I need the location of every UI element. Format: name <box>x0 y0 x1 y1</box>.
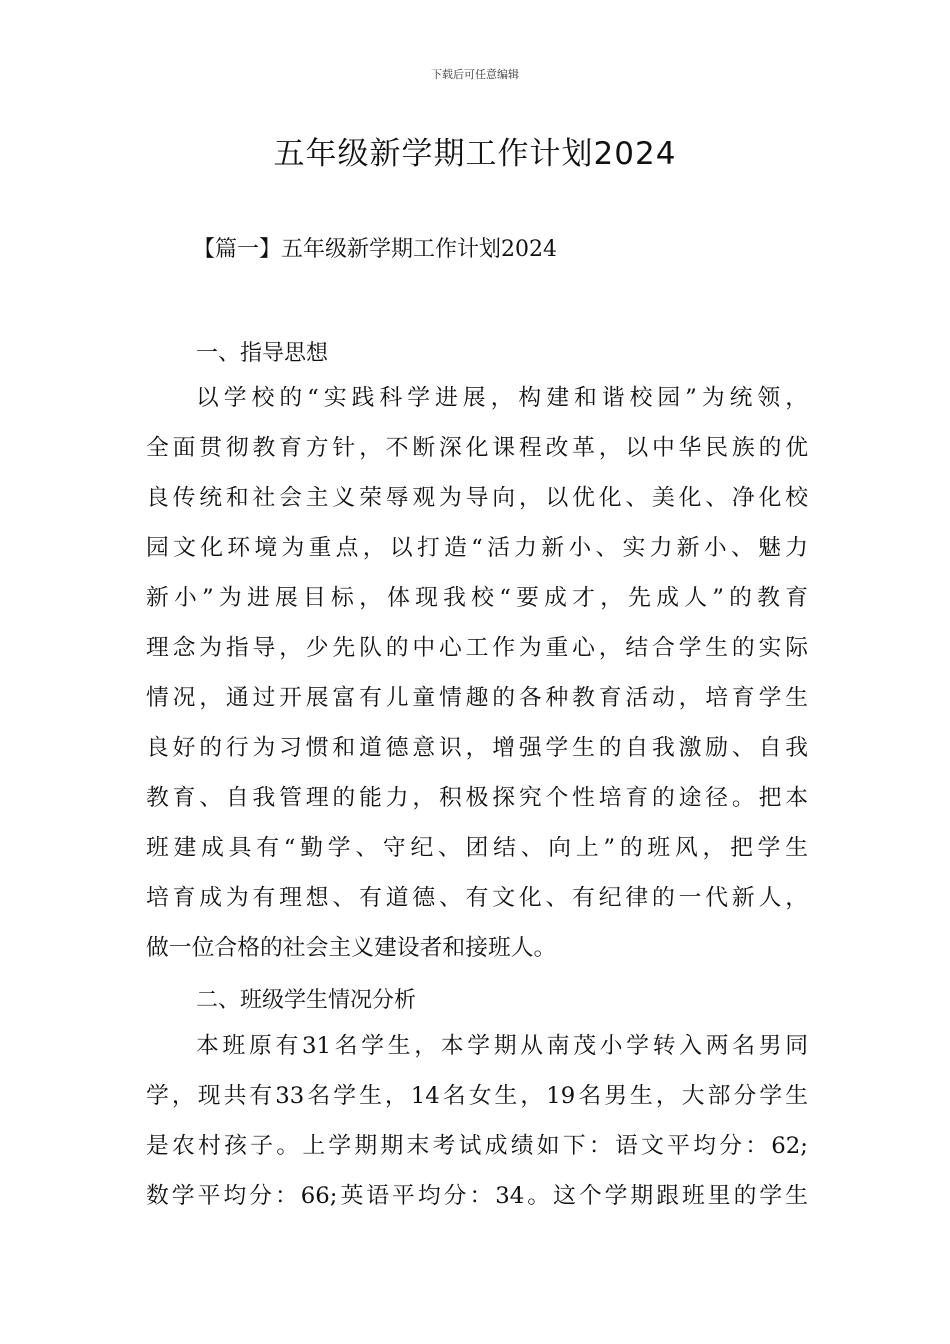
text-line: 理念为指导，少先队的中心工作为重心，结合学生的实际 <box>146 635 808 661</box>
paragraph-guiding-ideology <box>146 373 808 973</box>
paragraph-class-analysis <box>146 1021 808 1221</box>
part-title: 【篇一】五年级新学期工作计划2024 <box>193 237 557 262</box>
text-line: 做一位合格的社会主义建设者和接班人。 <box>146 935 557 961</box>
text-line: 学，现共有33名学生，14名女生，19名男生，大部分学生 <box>146 1083 808 1109</box>
text-line: 培育成为有理想、有道德、有文化、有纪律的一代新人， <box>146 885 808 911</box>
section-heading-class-analysis: 二、班级学生情况分析 <box>196 988 417 1013</box>
text-line: 班建成具有“勤学、守纪、团结、向上”的班风，把学生 <box>146 835 808 861</box>
text-line: 园文化环境为重点，以打造“活力新小、实力新小、魅力 <box>146 535 808 561</box>
text-line: 以学校的“实践科学进展，构建和谐校园”为统领， <box>196 385 808 411</box>
header-note: 下载后可任意编辑 <box>431 68 519 81</box>
text-line: 情况，通过开展富有儿童情趣的各种教育活动，培育学生 <box>146 685 808 711</box>
text-line: 数学平均分：66;英语平均分：34。这个学期跟班里的学生 <box>146 1183 808 1209</box>
section-heading-guiding-ideology: 一、指导思想 <box>196 341 329 366</box>
text-line: 良好的行为习惯和道德意识，增强学生的自我激励、自我 <box>146 735 808 761</box>
text-line: 全面贯彻教育方针，不断深化课程改革，以中华民族的优 <box>146 435 808 461</box>
text-line: 良传统和社会主义荣辱观为导向，以优化、美化、净化校 <box>146 485 808 511</box>
document-title: 五年级新学期工作计划2024 <box>273 136 677 172</box>
text-line: 本班原有31名学生，本学期从南茂小学转入两名男同 <box>196 1033 808 1059</box>
text-line: 新小”为进展目标，体现我校“要成才，先成人”的教育 <box>146 585 808 611</box>
text-line: 是农村孩子。上学期期末考试成绩如下：语文平均分：62; <box>146 1133 808 1159</box>
text-line: 教育、自我管理的能力，积极探究个性培育的途径。把本 <box>146 785 808 811</box>
